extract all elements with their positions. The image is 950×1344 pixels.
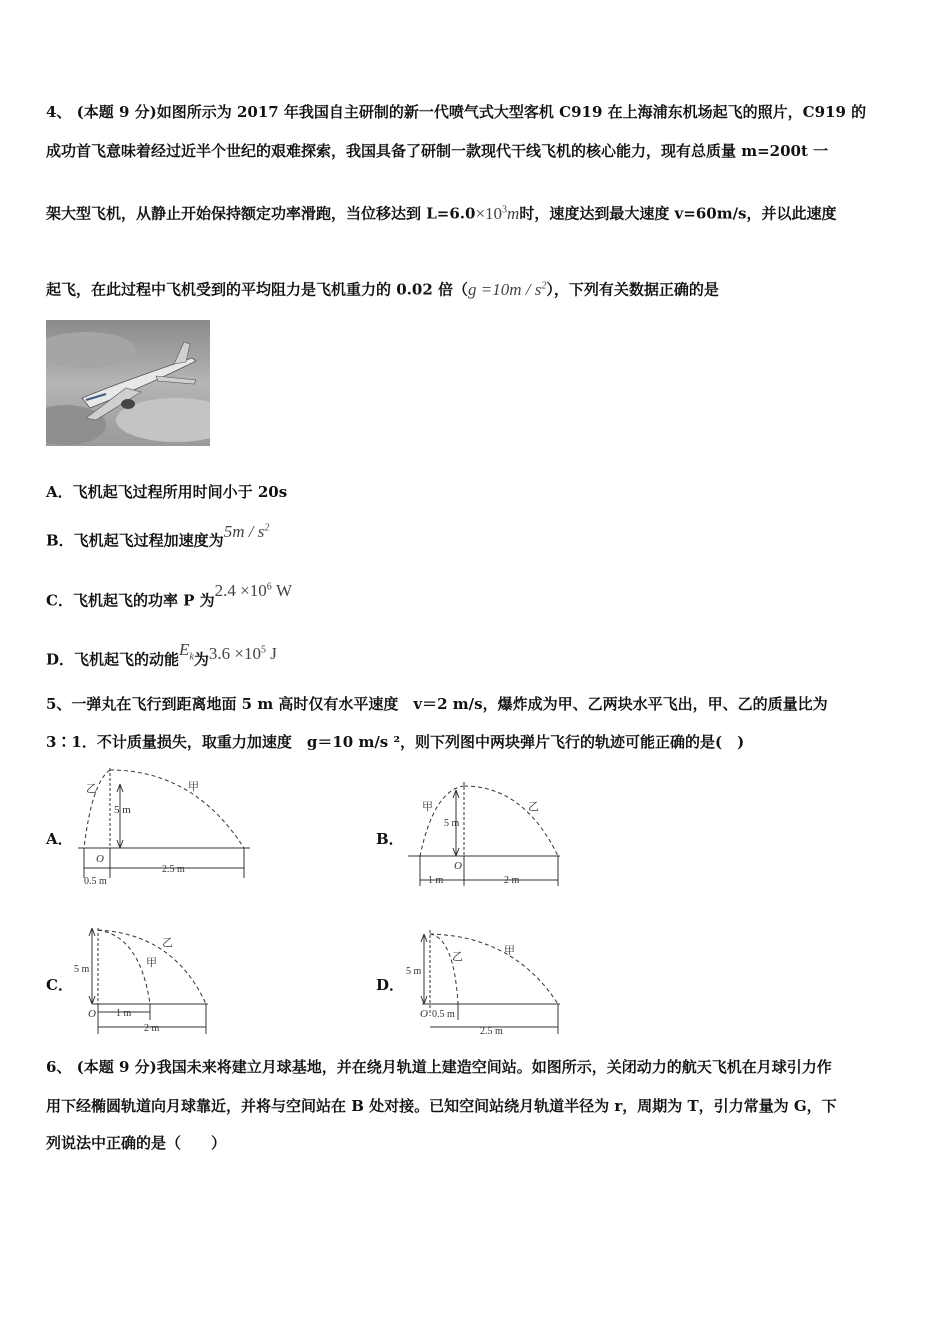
fig-b-d2: 2 m: [504, 875, 520, 886]
fig-b-jia: 甲: [422, 801, 433, 813]
fig-d-height: 5 m: [406, 966, 422, 977]
q5-line-1: 5、一弹丸在飞行到距离地面 5 m 高时仅有水平速度 v＝2 m/s，爆炸成为甲、乙两块水平飞出，甲、乙的质量比为: [46, 695, 828, 713]
q4-option-c: C．飞机起飞的功率 P 为$2.4 \times 10^6$ W: [46, 580, 293, 610]
q5-figure-c: [74, 924, 214, 1036]
q6-line-2: 用下经椭圆轨道向月球靠近，并将与空间站在 B 处对接。已知空间站绕月轨道半径为 r，周期为 T，引力常量为 G，下: [46, 1097, 837, 1115]
fig-a-origin: O: [96, 853, 104, 865]
q5-figure-b: [404, 776, 566, 890]
fig-c-d2: 2 m: [144, 1023, 160, 1034]
q4-option-d: D．飞机起飞的动能$E_k$为$3.6 \times 10^5$ J: [46, 639, 277, 669]
c919-photo: [46, 320, 210, 446]
fig-d-origin: O: [420, 1008, 428, 1020]
fig-a-jia: 甲: [188, 781, 199, 793]
fig-d-yi: 乙: [452, 951, 463, 963]
q6-line-3: 列说法中正确的是（ ）: [46, 1134, 227, 1152]
fig-a-yi: 乙: [86, 783, 97, 795]
fig-c-origin: O: [88, 1008, 96, 1020]
fig-c-jia: 甲: [146, 957, 157, 969]
q4-option-a: A．飞机起飞过程所用时间小于 20s: [46, 483, 288, 501]
q5-line-2: 3∶1．不计质量损失，取重力加速度 g＝10 m/s ²，则下列图中两块弹片飞行的轨迹可能正确的是( ): [46, 733, 745, 751]
q4-option-d-math: $3.6 \times 10^5$ J: [208, 643, 277, 663]
fig-c-height: 5 m: [74, 964, 90, 975]
fig-b-yi: 乙: [528, 801, 539, 813]
q4-line-1: 4、 (本题 9 分)如图所示为 2017 年我国自主研制的新一代喷气式大型客机 C919 在上海浦东机场起飞的照片，C919 的: [46, 103, 867, 121]
q4-option-b: B．飞机起飞过程加速度为$5m / s^2$: [46, 521, 270, 550]
fig-a-d2: 2.5 m: [162, 864, 185, 875]
q5-figure-a: [74, 762, 256, 890]
fig-c-d1: 1 m: [116, 1008, 132, 1019]
q4-line-2: 成功首飞意味着经过近半个世纪的艰难探索，我国具备了研制一款现代干线飞机的核心能力，现有总质量 m=200t 一: [46, 142, 829, 160]
q4-option-b-math: $5m / s^2$: [223, 521, 270, 541]
q4-line-3: 架大型飞机，从静止开始保持额定功率滑跑，当位移达到 $L=6.0\times 10^3m$时，速度达到最大速度 v=60m/s，并以此速度: [46, 203, 837, 223]
q5-label-a: A．: [46, 830, 73, 848]
q5-figure-d: [404, 924, 564, 1036]
fig-a-d1: 0.5 m: [84, 876, 107, 887]
fig-d-jia: 甲: [504, 945, 515, 957]
q5-label-c: C．: [46, 976, 73, 994]
fig-a-height: 5 m: [114, 804, 131, 816]
q6-line-1: 6、 (本题 9 分)我国未来将建立月球基地，并在绕月轨道上建造空间站。如图所示，关闭动力的航天飞机在月球引力作: [46, 1058, 832, 1076]
q4-math-g: $g =10m / s^2$: [467, 279, 547, 299]
q5-label-b: B．: [376, 830, 404, 848]
fig-b-origin: O: [454, 860, 462, 872]
q4-option-d-ek: $E_k$: [179, 639, 194, 663]
q4-math-exp: $\times 10^3m$: [475, 203, 520, 223]
fig-c-yi: 乙: [162, 937, 173, 949]
q4-line-4: 起飞，在此过程中飞机受到的平均阻力是飞机重力的 0.02 倍$(g =10m / s^2)$，下列有关数据正确的是: [46, 279, 719, 299]
fig-d-d2: 2.5 m: [480, 1026, 503, 1036]
fig-d-d1: 0.5 m: [432, 1009, 455, 1020]
fig-b-d1: 1 m: [428, 875, 444, 886]
fig-b-height: 5 m: [444, 818, 460, 829]
q4-option-c-math: $2.4 \times 10^6$ W: [214, 580, 293, 600]
q5-label-d: D．: [376, 976, 405, 994]
